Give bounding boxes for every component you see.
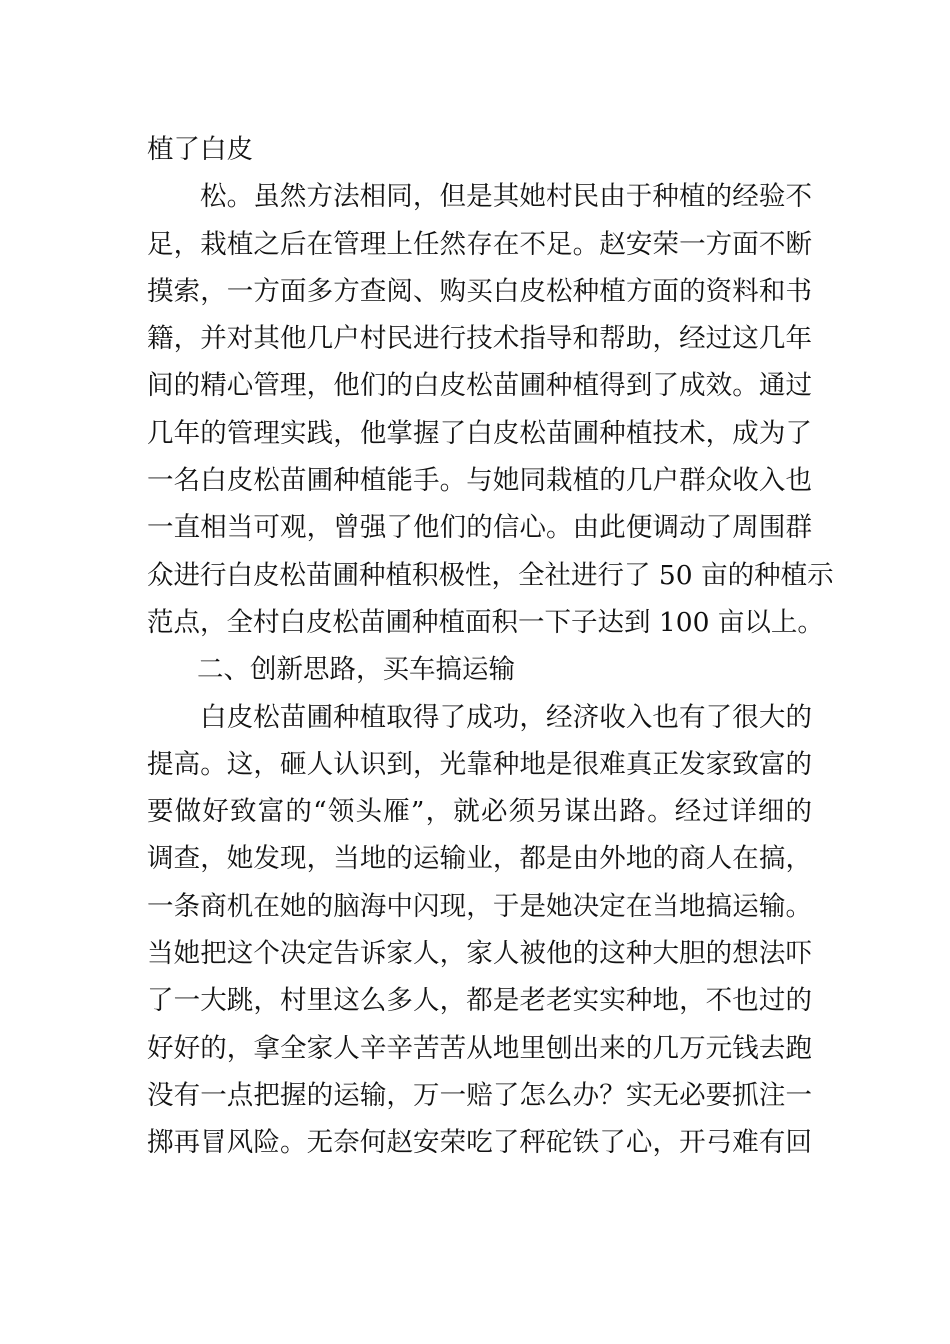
text-line: 调查，她发现，当地的运输业，都是由外地的商人在搞， bbox=[147, 843, 812, 875]
text-line: 几年的管理实践，他掌握了白皮松苗圃种植技术，成为了 bbox=[147, 417, 812, 449]
text-line: 提高。这，砸人认识到，光靠种地是很难真正发家致富的 bbox=[147, 748, 812, 780]
text-line: 一名白皮松苗圃种植能手。与她同栽植的几户群众收入也 bbox=[147, 465, 812, 497]
text-line: 一直相当可观，曾强了他们的信心。由此便调动了周围群 bbox=[147, 512, 812, 544]
text-line: 籍，并对其他几户村民进行技术指导和帮助，经过这几年 bbox=[147, 323, 812, 355]
text-line: 一条商机在她的脑海中闪现，于是她决定在当地搞运输。 bbox=[147, 890, 812, 922]
text-line: 了一大跳，村里这么多人，都是老老实实种地，不也过的 bbox=[147, 985, 812, 1017]
text-line: 间的精心管理，他们的白皮松苗圃种植得到了成效。通过 bbox=[147, 370, 812, 402]
section-heading: 二、创新思路，买车搞运输 bbox=[197, 654, 515, 686]
text-line: 众进行白皮松苗圃种植积极性，全社进行了 50 亩的种植示 bbox=[147, 559, 834, 591]
text-line: 没有一点把握的运输，万一赔了怎么办？实无必要抓注一 bbox=[147, 1079, 812, 1111]
body-text bbox=[147, 126, 834, 1167]
text-line: 好好的，拿全家人辛辛苦苦从地里刨出来的几万元钱去跑 bbox=[147, 1032, 812, 1064]
text-line: 掷再冒风险。无奈何赵安荣吃了秤砣铁了心，开弓难有回 bbox=[147, 1127, 812, 1159]
text-line: 足，栽植之后在管理上任然存在不足。赵安荣一方面不断 bbox=[147, 228, 812, 260]
text-line: 白皮松苗圃种植取得了成功，经济收入也有了很大的 bbox=[200, 701, 812, 733]
text-line: 要做好致富的“领头雁”，就必须另谋出路。经过详细的 bbox=[147, 796, 812, 828]
text-line: 摸索，一方面多方查阅、购买白皮松种植方面的资料和书 bbox=[147, 275, 812, 307]
text-line: 松。虽然方法相同，但是其她村民由于种植的经验不 bbox=[200, 181, 812, 213]
text-line: 当她把这个决定告诉家人，家人被他的这种大胆的想法吓 bbox=[147, 938, 812, 970]
text-line: 植了白皮 bbox=[147, 134, 253, 165]
text-line: 范点，全村白皮松苗圃种植面积一下子达到 100 亩以上。 bbox=[147, 606, 824, 638]
